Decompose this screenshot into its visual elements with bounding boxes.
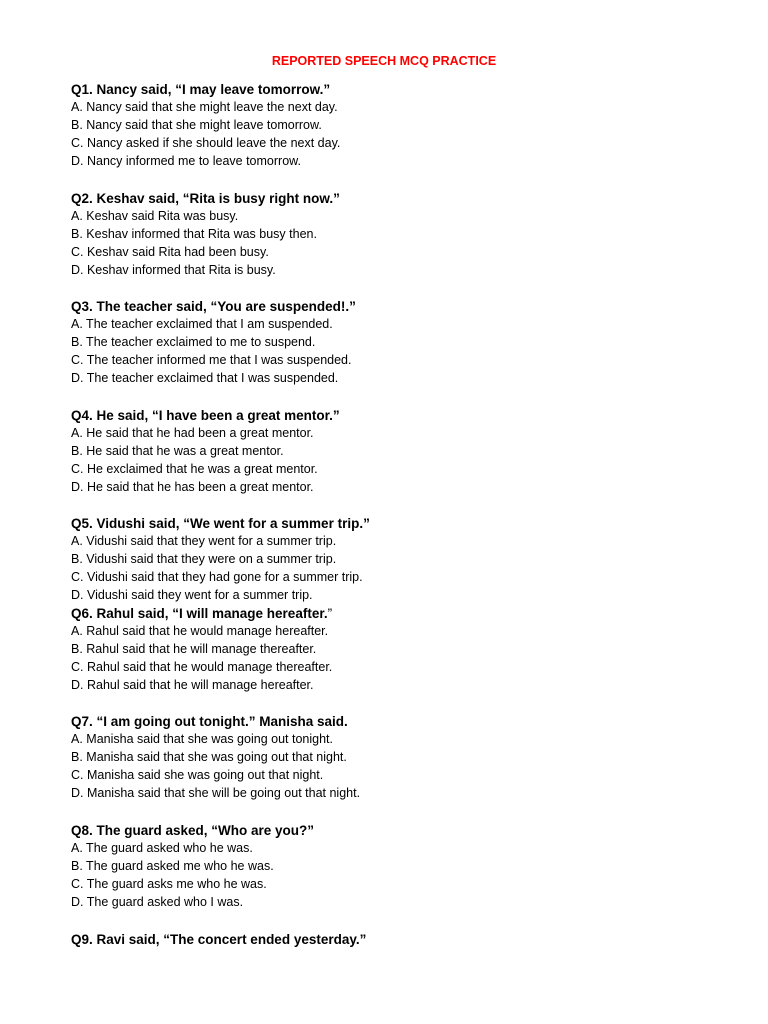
answer-option: A. Rahul said that he would manage hereafter. [71,624,329,638]
question-block-5 [71,515,711,605]
question-block-1 [71,81,711,171]
answer-option: A. Keshav said Rita was busy. [71,209,239,223]
answer-option: B. The teacher exclaimed to me to suspend. [71,334,316,349]
question-block-3 [71,298,711,388]
question-text: Q8. The guard asked, “Who are you?” [71,823,315,838]
question-text: Q6. Rahul said, “I will manage hereafter. [71,606,328,621]
question-text-tail: ” [327,606,333,621]
question-block-6 [71,605,711,695]
answer-option: D. Manisha said that she will be going out that night. [71,785,361,800]
answer-option: B. The guard asked me who he was. [71,858,274,873]
question-title [71,713,711,731]
question-title [71,931,711,949]
answer-option: C. Manisha said she was going out that night. [71,767,324,782]
answer-option: B. Nancy said that she might leave tomorrow. [71,117,322,132]
answer-option: B. Keshav informed that Rita was busy then. [71,226,317,241]
question-block-2 [71,190,711,280]
answer-option: C. Nancy asked if she should leave the next day. [71,135,341,150]
question-title [71,298,711,316]
answer-option: C. The guard asks me who he was. [71,876,267,891]
question-text: Q2. Keshav said, “Rita is busy right now.” [71,191,340,206]
question-title [71,822,711,840]
answer-option: A. Manisha said that she was going out tonight. [71,732,333,746]
answer-option: D. The teacher exclaimed that I was suspended. [71,370,339,385]
question-text: Q5. Vidushi said, “We went for a summer trip.” [71,516,370,531]
question-text: Q9. Ravi said, “The concert ended yesterday.” [71,932,367,947]
answer-option: A. The teacher exclaimed that I am suspended. [71,317,333,331]
answer-option: C. Rahul said that he would manage thereafter. [71,659,333,674]
answer-option: B. Vidushi said that they were on a summer trip. [71,551,337,566]
question-block-9 [71,931,711,949]
answer-option: A. Vidushi said that they went for a summer trip. [71,534,337,548]
question-block-4 [71,407,711,497]
answer-option: A. Nancy said that she might leave the next day. [71,100,338,114]
answer-option: A. He said that he had been a great mentor. [71,426,314,440]
answer-option: C. He exclaimed that he was a great mentor. [71,461,318,476]
answer-option: D. Nancy informed me to leave tomorrow. [71,153,301,168]
answer-option: D. He said that he has been a great mentor. [71,479,314,494]
document-title: REPORTED SPEECH MCQ PRACTICE [271,54,497,68]
question-text: Q3. The teacher said, “You are suspended!.” [71,299,356,314]
answer-option: C. Keshav said Rita had been busy. [71,244,269,259]
answer-option: D. Rahul said that he will manage hereafter. [71,677,314,692]
question-title [71,81,711,99]
question-text: Q4. He said, “I have been a great mentor.” [71,408,340,423]
question-title [71,190,711,208]
answer-option: A. The guard asked who he was. [71,841,253,855]
answer-option: B. Rahul said that he will manage thereafter. [71,641,317,656]
answer-option: D. The guard asked who I was. [71,894,244,909]
question-text: Q7. “I am going out tonight.” Manisha said. [71,714,348,729]
answer-option: B. He said that he was a great mentor. [71,443,284,458]
question-title [71,515,711,533]
question-title [71,605,711,623]
question-text: Q1. Nancy said, “I may leave tomorrow.” [71,82,331,97]
answer-option: B. Manisha said that she was going out that night. [71,749,347,764]
question-block-7 [71,713,711,803]
answer-option: D. Keshav informed that Rita is busy. [71,262,276,277]
question-block-8 [71,822,711,912]
answer-option: D. Vidushi said they went for a summer trip. [71,587,313,602]
answer-option: C. The teacher informed me that I was suspended. [71,352,352,367]
question-title [71,407,711,425]
answer-option: C. Vidushi said that they had gone for a summer trip. [71,569,363,584]
